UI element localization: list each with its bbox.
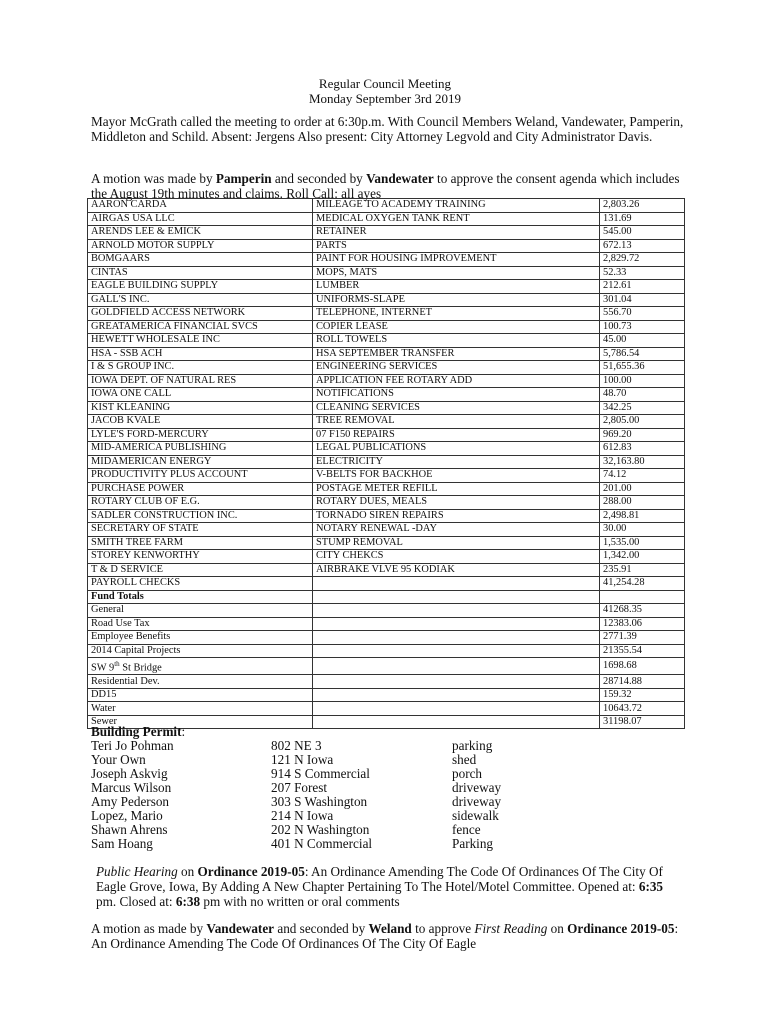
amount-cell: 2,498.81 [600,509,685,523]
amount-cell: 969.20 [600,428,685,442]
table-row [88,401,685,415]
empty-cell [313,675,600,689]
fund-amount-cell: 1698.68 [600,658,685,675]
description-cell: TREE REMOVAL [313,415,600,429]
fund-amount-cell: 12383.06 [600,617,685,631]
fund-name: 2014 Capital Projects [91,644,181,656]
permit-name: Sam Hoang [91,836,153,851]
table-row [88,550,685,564]
consent-motion-paragraph: A motion was made by Pamperin and seconded by Vandewater to approve the consent agenda which includes the August 19th minutes and claims. Roll Call: all ayes [91,171,680,201]
vendor-cell: CINTAS [88,266,313,280]
vendor-cell: ARENDS LEE & EMICK [88,226,313,240]
table-row [88,347,685,361]
permit-row [91,753,552,767]
permit-type: parking [452,738,493,753]
description-cell: TORNADO SIREN REPAIRS [313,509,600,523]
vendor-cell: MIDAMERICAN ENERGY [88,455,313,469]
fund-row [88,658,685,675]
description-cell: MILEAGE TO ACADEMY TRAINING [313,199,600,213]
permit-address: 207 Forest [271,780,328,795]
table-row [88,374,685,388]
permit-name: Marcus Wilson [91,780,172,795]
permit-row [91,781,552,795]
fund-row [88,702,685,716]
permit-row [91,739,552,753]
table-row [88,239,685,253]
fund-name: Road Use Tax [91,617,150,629]
description-cell: TELEPHONE, INTERNET [313,307,600,321]
fund-name: Water [91,702,116,714]
description-cell: NOTIFICATIONS [313,388,600,402]
description-cell: ELECTRICITY [313,455,600,469]
permit-address: 914 S Commercial [271,766,370,781]
public-hearing-paragraph: Public Hearing on Ordinance 2019-05: An Ordinance Amending The Code Of Ordinances Of The City Of Eagle Grove, Iowa, By Adding A New Chapter Pertaining To The Hotel/Motel Committee. Opened at: 6:35 pm. Closed at: 6:38 pm with no written or oral comments [96,864,664,909]
description-cell: UNIFORMS-SLAPE [313,293,600,307]
fund-name-cell [88,617,313,631]
fund-name: Residential Dev. [91,675,160,687]
vendor-cell: AARON CARDA [88,199,313,213]
permit-name: Lopez, Mario [91,808,163,823]
empty-cell [313,658,600,675]
table-row [88,523,685,537]
table-row [88,293,685,307]
intro-paragraph: Mayor McGrath called the meeting to order at 6:30p.m. With Council Members Weland, Vandewater, Pamperin, Middleton and Schild. Absent: Jergens Also present: City Attorney Legvold and City Administrator Davis. [91,114,684,144]
vendor-cell: ROTARY CLUB OF E.G. [88,496,313,510]
empty-cell [313,604,600,618]
amount-cell: 51,655.36 [600,361,685,375]
empty-cell [313,644,600,658]
empty-cell [600,590,685,604]
description-cell: ROLL TOWELS [313,334,600,348]
permit-type: shed [452,752,477,767]
table-row [88,388,685,402]
vendor-cell: IOWA ONE CALL [88,388,313,402]
amount-cell: 2,829.72 [600,253,685,267]
description-cell: RETAINER [313,226,600,240]
amount-cell: 301.04 [600,293,685,307]
description-cell: AIRBRAKE VLVE 95 KODIAK [313,563,600,577]
table-row [88,496,685,510]
permit-row [91,837,552,851]
vendor-cell: SMITH TREE FARM [88,536,313,550]
amount-cell: 2,803.26 [600,199,685,213]
first-reading-motion-paragraph: A motion as made by Vandewater and seconded by Weland to approve First Reading on Ordinance 2019-05: An Ordinance Amending The Code Of Ordinances Of The City Of Eagle [91,921,679,951]
description-cell: APPLICATION FEE ROTARY ADD [313,374,600,388]
fund-row [88,617,685,631]
permit-address: 303 S Washington [271,794,368,809]
permit-type: porch [452,766,483,781]
vendor-cell: AIRGAS USA LLC [88,212,313,226]
vendor-cell: STOREY KENWORTHY [88,550,313,564]
fund-totals-label: Fund Totals [88,590,313,604]
fund-amount-cell: 28714.88 [600,675,685,689]
fund-name: Employee Benefits [91,631,171,643]
description-cell: STUMP REMOVAL [313,536,600,550]
vendor-cell: BOMGAARS [88,253,313,267]
fund-amount-cell: 2771.39 [600,631,685,645]
amount-cell: 1,535.00 [600,536,685,550]
permit-address: 121 N Iowa [271,752,334,767]
permit-type: driveway [452,794,502,809]
amount-cell: 235.91 [600,563,685,577]
fund-name-rest: St Bridge [119,662,162,674]
table-row [88,428,685,442]
vendor-cell: SADLER CONSTRUCTION INC. [88,509,313,523]
vendor-cell: GOLDFIELD ACCESS NETWORK [88,307,313,321]
amount-cell: 1,342.00 [600,550,685,564]
table-row [88,415,685,429]
fund-row [88,688,685,702]
table-row [88,469,685,483]
description-cell: NOTARY RENEWAL -DAY [313,523,600,537]
vendor-cell: HEWETT WHOLESALE INC [88,334,313,348]
description-cell: CITY CHEKCS [313,550,600,564]
vendor-cell: ARNOLD MOTOR SUPPLY [88,239,313,253]
permit-name: Shawn Ahrens [91,822,168,837]
fund-name-cell [88,604,313,618]
vendor-cell: LYLE'S FORD-MERCURY [88,428,313,442]
fund-amount-cell: 159.32 [600,688,685,702]
description-cell: V-BELTS FOR BACKHOE [313,469,600,483]
vendor-cell: PRODUCTIVITY PLUS ACCOUNT [88,469,313,483]
amount-cell: 45.00 [600,334,685,348]
permit-name: Amy Pederson [91,794,170,809]
description-cell: POSTAGE METER REFILL [313,482,600,496]
amount-cell: 2,805.00 [600,415,685,429]
amount-cell: 41,254.28 [600,577,685,591]
amount-cell: 32,163.80 [600,455,685,469]
fund-name-cell [88,644,313,658]
empty-cell [313,590,600,604]
vendor-cell: IOWA DEPT. OF NATURAL RES [88,374,313,388]
table-row [88,266,685,280]
empty-cell [313,617,600,631]
table-row [88,536,685,550]
fund-amount-cell: 10643.72 [600,702,685,716]
fund-amount-cell: 41268.35 [600,604,685,618]
fund-row [88,644,685,658]
mover-name: Pamperin [215,171,272,186]
meeting-title: Regular Council Meeting [318,76,452,91]
fund-amount-cell: 31198.07 [600,715,685,729]
description-cell: PAINT FOR HOUSING IMPROVEMENT [313,253,600,267]
vendor-cell: EAGLE BUILDING SUPPLY [88,280,313,294]
amount-cell: 288.00 [600,496,685,510]
amount-cell: 100.73 [600,320,685,334]
description-cell: MEDICAL OXYGEN TANK RENT [313,212,600,226]
fund-totals-header-row [88,590,685,604]
permit-name: Your Own [91,752,146,767]
fund-name: SW 9 [91,662,115,674]
table-row [88,226,685,240]
permit-name: Teri Jo Pohman [91,738,174,753]
permit-row [91,767,552,781]
vendor-cell: GREATAMERICA FINANCIAL SVCS [88,320,313,334]
vendor-cell: PAYROLL CHECKS [88,577,313,591]
description-cell: COPIER LEASE [313,320,600,334]
amount-cell: 5,786.54 [600,347,685,361]
amount-cell: 556.70 [600,307,685,321]
amount-cell: 100.00 [600,374,685,388]
fund-row [88,675,685,689]
fund-name-cell [88,631,313,645]
description-cell: LUMBER [313,280,600,294]
amount-cell: 342.25 [600,401,685,415]
permit-address: 202 N Washington [271,822,370,837]
description-cell: PARTS [313,239,600,253]
fund-row [88,631,685,645]
table-row [88,509,685,523]
amount-cell: 212.61 [600,280,685,294]
vendor-cell: MID-AMERICA PUBLISHING [88,442,313,456]
fund-name-cell [88,702,313,716]
table-row [88,320,685,334]
vendor-cell: HSA - SSB ACH [88,347,313,361]
building-permit-list [91,739,552,851]
claims-table [87,198,685,729]
table-row [88,212,685,226]
vendor-cell: KIST KLEANING [88,401,313,415]
fund-name: Sewer [91,716,117,728]
table-row [88,455,685,469]
vendor-cell: JACOB KVALE [88,415,313,429]
fund-name: DD15 [91,689,117,701]
permit-row [91,823,552,837]
amount-cell: 201.00 [600,482,685,496]
fund-row [88,604,685,618]
empty-cell [313,688,600,702]
fund-amount-cell: 21355.54 [600,644,685,658]
description-cell: 07 F150 REPAIRS [313,428,600,442]
description-cell: ENGINEERING SERVICES [313,361,600,375]
amount-cell: 48.70 [600,388,685,402]
fund-name-cell [88,658,313,675]
table-row [88,199,685,213]
vendor-cell: I & S GROUP INC. [88,361,313,375]
table-row [88,563,685,577]
building-permit-heading: Building Permit: [91,724,186,739]
table-row [88,280,685,294]
table-row [88,482,685,496]
amount-cell: 612.83 [600,442,685,456]
table-row [88,334,685,348]
table-row [88,442,685,456]
permit-type: Parking [452,836,494,851]
empty-cell [313,702,600,716]
permit-type: driveway [452,780,502,795]
description-cell [313,577,600,591]
seconder-name: Vandewater [366,171,434,186]
description-cell: HSA SEPTEMBER TRANSFER [313,347,600,361]
permit-type: fence [452,822,481,837]
permit-row [91,795,552,809]
ordinal-suffix: th [114,660,120,668]
amount-cell: 52.33 [600,266,685,280]
permit-address: 401 N Commercial [271,836,373,851]
amount-cell: 131.69 [600,212,685,226]
table-row [88,253,685,267]
vendor-cell: T & D SERVICE [88,563,313,577]
fund-name-cell [88,675,313,689]
meeting-date: Monday September 3rd 2019 [308,91,461,106]
vendor-cell: GALL'S INC. [88,293,313,307]
table-row [88,361,685,375]
permit-name: Joseph Askvig [91,766,168,781]
table-row [88,307,685,321]
fund-name: General [91,604,124,616]
amount-cell: 672.13 [600,239,685,253]
permit-address: 802 NE 3 [271,738,322,753]
amount-cell: 545.00 [600,226,685,240]
description-cell: ROTARY DUES, MEALS [313,496,600,510]
vendor-cell: SECRETARY OF STATE [88,523,313,537]
description-cell: CLEANING SERVICES [313,401,600,415]
empty-cell [313,631,600,645]
description-cell: MOPS, MATS [313,266,600,280]
table-row [88,577,685,591]
permit-address: 214 N Iowa [271,808,334,823]
empty-cell [313,715,600,729]
permit-type: sidewalk [452,808,499,823]
description-cell: LEGAL PUBLICATIONS [313,442,600,456]
amount-cell: 74.12 [600,469,685,483]
vendor-cell: PURCHASE POWER [88,482,313,496]
fund-name-cell [88,688,313,702]
amount-cell: 30.00 [600,523,685,537]
permit-row [91,809,552,823]
